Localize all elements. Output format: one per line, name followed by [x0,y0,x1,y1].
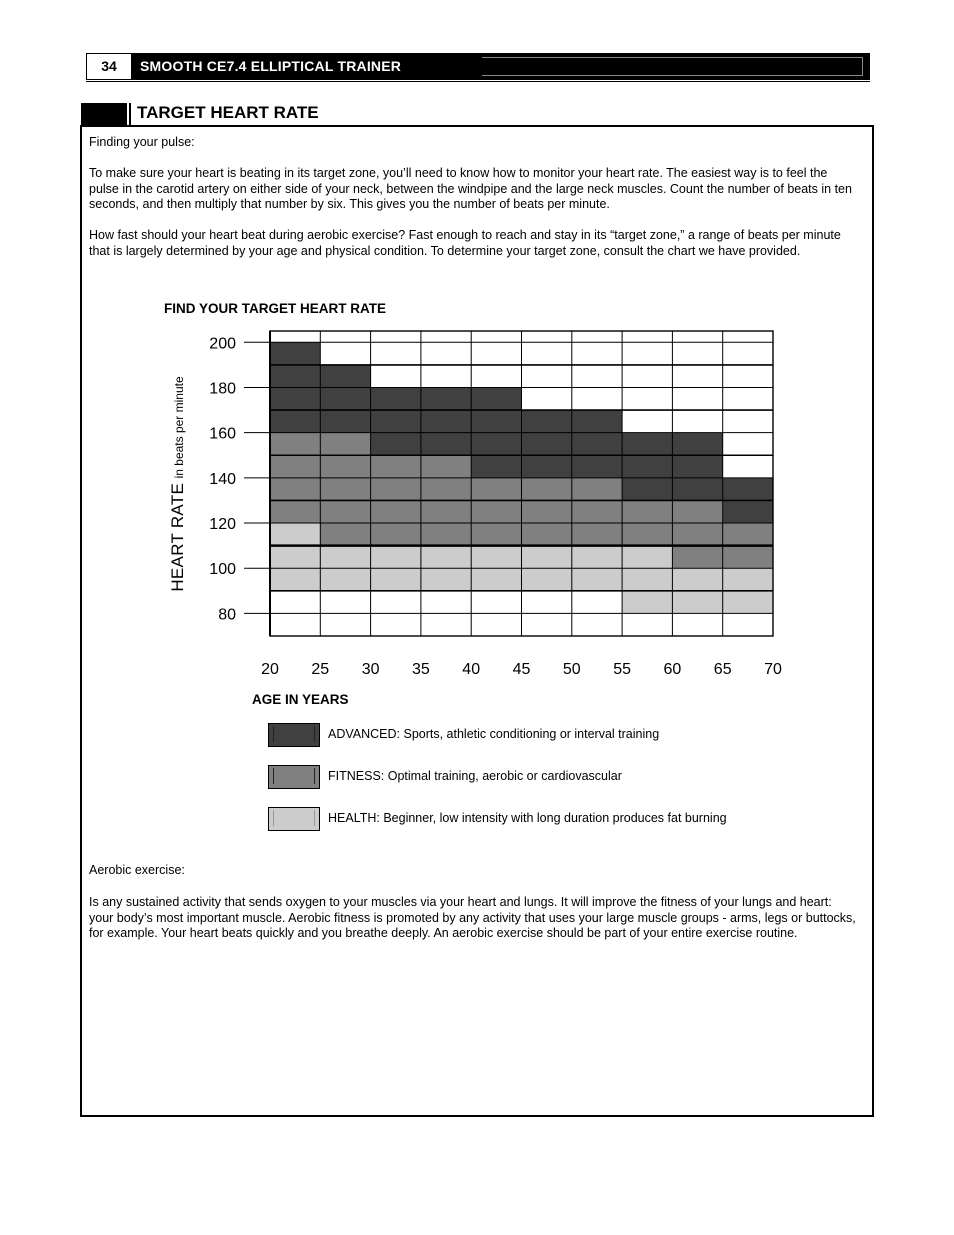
x-tick-label-70: 70 [764,661,782,678]
zone-fitness-cell-45 [522,478,572,546]
zone-advanced-cell-35 [421,387,471,455]
x-tick-label-45: 45 [512,661,531,678]
y-tick-label-80: 80 [218,606,236,624]
aerobic-heading: Aerobic exercise: [89,863,185,877]
legend-item-health [268,807,868,831]
y-tick-label-160: 160 [209,425,236,443]
y-axis-label-sub: in beats per minute [172,376,186,479]
zone-advanced-cell-55 [622,433,672,501]
aerobic-paragraph: Is any sustained activity that sends oxygen to your muscles via your heart and lungs. It will improve the fitness of your lungs and heart: your body’s most important muscle. Aerobic fitness is promoted by any activity that uses your large muscle groups - arms, legs or buttocks, for example. Your heart beats quickly and you breathe deeply. An aerobic exercise should be part of your entire exercise routine. [89,895,856,940]
x-axis-label: AGE IN YEARS [252,692,349,707]
zone-advanced-cell-45 [522,410,572,478]
zone-fitness-cell-60 [672,500,722,568]
section-title: TARGET HEART RATE [137,103,319,122]
legend-swatch-fitness [268,765,320,789]
legend-label-health: HEALTH: Beginner, low intensity with long duration produces fat burning [328,811,727,825]
y-tick-label-200: 200 [209,335,236,353]
x-tick-label-40: 40 [462,661,481,678]
zone-advanced-cell-50 [572,410,622,478]
finding-pulse-heading: Finding your pulse: [89,135,195,149]
pulse-paragraph: To make sure your heart is beating in its target zone, you’ll need to know how to monitor your heart rate. The easiest way is to feel the pulse in the carotid artery on either side of your neck, between the windpipe and the large neck muscles. Count the number of beats in ten seconds, and then multiply that number by six. This gives you the number of beats per minute. [89,166,852,211]
y-tick-label-120: 120 [209,516,236,534]
legend-label-fitness: FITNESS: Optimal training, aerobic or cardiovascular [328,769,622,783]
x-tick-label-50: 50 [562,661,581,678]
legend-label-advanced: ADVANCED: Sports, athletic conditioning or interval training [328,727,660,741]
x-tick-label-35: 35 [412,661,430,678]
chart-title: FIND YOUR TARGET HEART RATE [164,301,386,316]
legend-item-advanced [268,723,868,747]
y-tick-label-180: 180 [209,380,236,398]
legend-swatch-health [268,807,320,831]
y-tick-label-100: 100 [209,561,236,579]
x-tick-label-30: 30 [361,661,380,678]
target-zone-paragraph: How fast should your heart beat during aerobic exercise? Fast enough to reach and stay in its “target zone,” a range of beats per minute that is largely determined by your age and physical condition. To determine your target zone, consult the chart we have provided. [89,228,841,258]
zone-advanced-cell-25 [320,365,370,433]
y-tick-label-140: 140 [209,470,236,488]
document-title: SMOOTH CE7.4 ELLIPTICAL TRAINER [140,58,402,74]
x-tick-label-60: 60 [663,661,682,678]
zone-advanced-cell-30 [371,387,421,455]
zone-fitness-cell-50 [572,478,622,546]
legend-item-fitness [268,765,868,789]
legend-swatch-advanced [268,723,320,747]
x-tick-label-65: 65 [713,661,732,678]
y-axis-label-main: HEART RATE [168,482,187,592]
zone-advanced-cell-60 [672,433,722,501]
page-number: 34 [86,53,132,80]
x-tick-label-55: 55 [613,661,631,678]
zone-health-cell-55 [622,546,672,614]
x-tick-label-20: 20 [261,661,279,678]
zone-fitness-cell-40 [471,478,521,546]
zone-fitness-cell-25 [320,433,370,546]
zone-health-cell-20 [270,523,320,591]
x-tick-label-25: 25 [311,661,330,678]
